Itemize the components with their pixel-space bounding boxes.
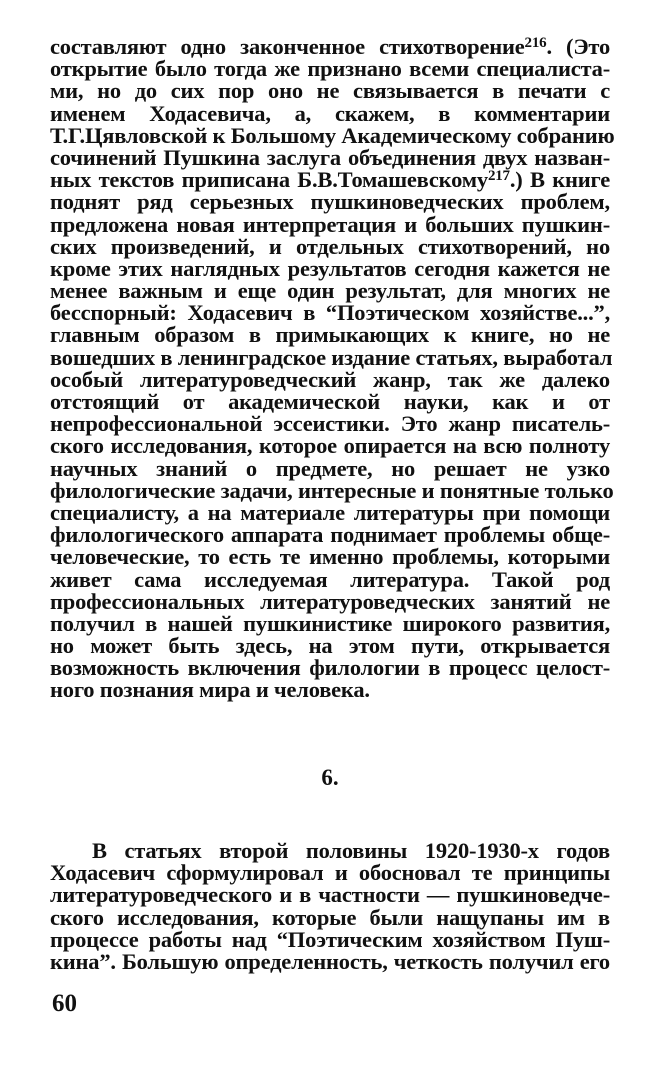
text-line: сочинений Пушкина заслуга объединения двух назван- <box>50 144 610 170</box>
text-line: процессе работы над “Поэтическим хозяйством Пуш- <box>50 926 610 952</box>
text-line: живет сама исследуемая литература. Такой род <box>50 566 610 592</box>
text-line: отстоящий от академической науки, как и от <box>50 389 610 414</box>
text-line: открытие было тогда же признано всеми специалиста- <box>50 56 610 82</box>
paragraph-2 <box>50 840 610 973</box>
text-line: ного познания мира и человека. <box>50 677 370 703</box>
text-line: ского исследования, которые были нащупаны им в <box>50 904 610 930</box>
text-line: особый литературоведческий жанр, так же далеко <box>50 366 610 392</box>
section-heading: 6. <box>321 765 339 790</box>
text-line: Т.Г.Цявловской к Большому Академическому собранию <box>50 122 615 148</box>
text-line: Ходасевич сформулировал и обосновал те принципы <box>50 860 610 886</box>
text-line: составляют одно законченное стихотворение$^{216}$. (Это <box>50 34 610 59</box>
text-line: поднят ряд серьезных пушкиноведческих проблем, <box>50 189 610 215</box>
text-line: кроме этих наглядных результатов сегодня кажется не <box>50 255 610 281</box>
text-line: именем Ходасевича, а, скажем, в комментарии <box>50 100 610 126</box>
text-line: ского исследования, которое опирается на всю полноту <box>50 433 610 459</box>
text-line: получил в нашей пушкинистике широкого развития, <box>50 610 610 636</box>
text-line: менее важным и еще один результат, для многих не <box>50 278 610 304</box>
text-line: возможность включения филологии в процесс целост- <box>50 655 610 681</box>
text-line: научных знаний о предмете, но решает не узко <box>50 455 610 481</box>
text-line: ми, но до сих пор оно не связывается в печати с <box>50 78 610 104</box>
text-line: ных текстов приписана Б.В.Томашевскому$^{217}$.) В книге <box>50 167 610 193</box>
text-line: В статьях второй половины 1920-1930-х годов <box>92 838 610 863</box>
text-line: непрофессиональной эссеистики. Это жанр писатель- <box>50 411 610 437</box>
text-line: главным образом в примыкающих к книге, но не <box>50 322 610 348</box>
footnote-ref[interactable]: 217 <box>487 168 510 185</box>
text-line: филологические задачи, интересные и понятные только <box>50 477 614 503</box>
text-line: кина”. Большую определенность, четкость получил его <box>50 948 610 974</box>
text-line: ских произведений, и отдельных стихотворений, но <box>50 233 610 259</box>
text-line: человеческие, то есть те именно проблемы, которыми <box>50 544 610 570</box>
text-line: профессиональных литературоведческих занятий не <box>50 588 610 614</box>
text-line: предложена новая интерпретация и больших пушкин- <box>50 211 610 237</box>
text-line: специалисту, а на материале литературы при помощи <box>50 499 610 525</box>
page-number: 60 <box>52 990 77 1017</box>
text-line: бесспорный: Ходасевич в “Поэтическом хозяйстве...”, <box>50 300 610 326</box>
text-line: филологического аппарата поднимает проблемы обще- <box>50 522 610 548</box>
footnote-ref[interactable]: 216 <box>524 35 547 51</box>
paragraph-1 <box>50 34 615 703</box>
text-line: вошедших в ленинградское издание статьях, выработал <box>50 344 613 370</box>
text-line: литературоведческого и в частности — пушкиноведче- <box>50 882 610 908</box>
text-line: но может быть здесь, на этом пути, открывается <box>50 633 610 659</box>
